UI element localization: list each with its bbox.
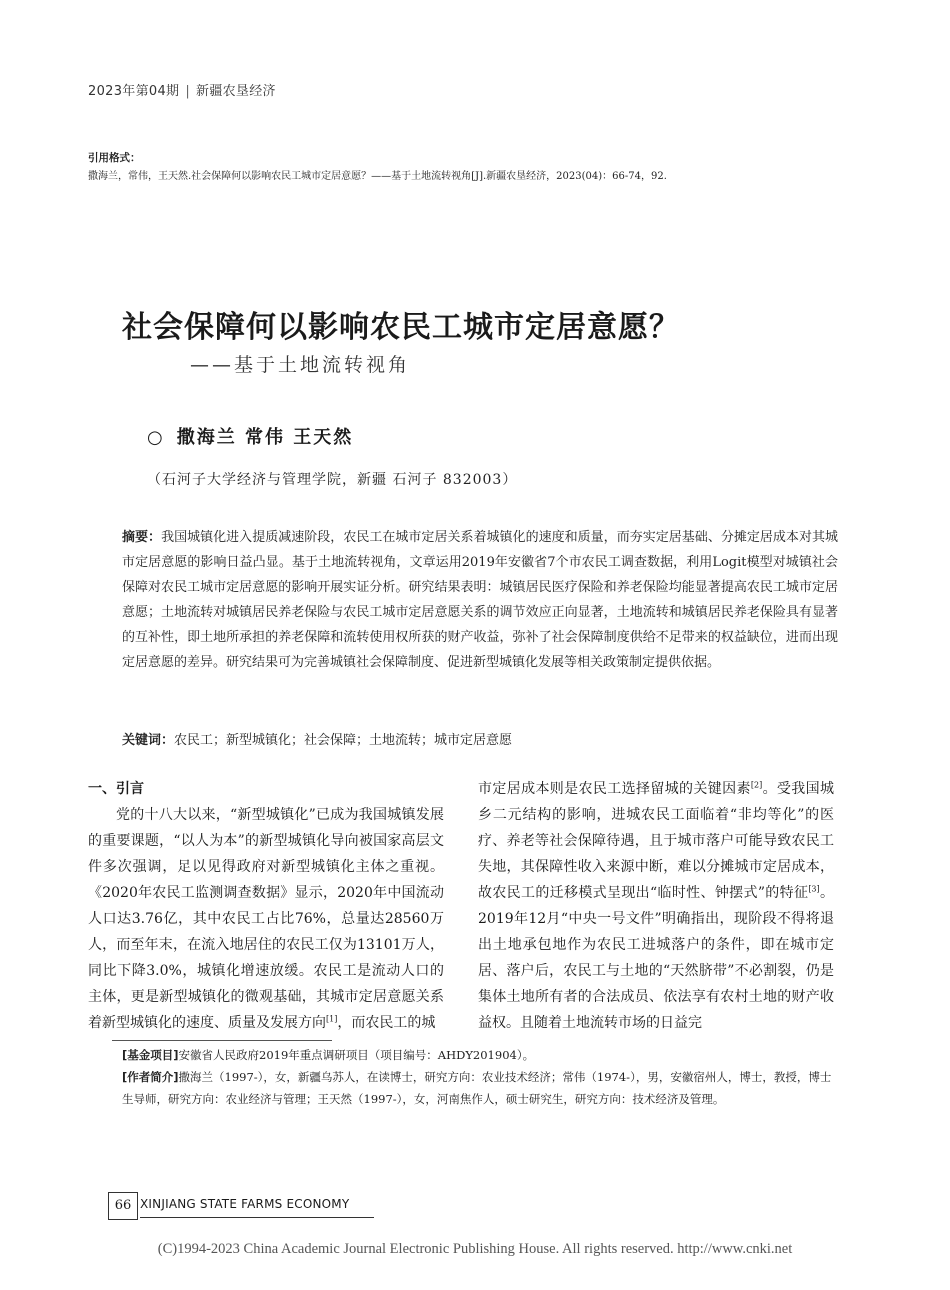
journal-english-name: XINJIANG STATE FARMS ECONOMY [140,1197,350,1211]
body-column-left [88,776,444,1036]
article-title: 社会保障何以影响农民工城市定居意愿？ [122,310,680,345]
citation-ref[interactable]: [1] [326,1014,338,1024]
abstract-label: 摘要： [122,530,162,545]
author-line [147,423,353,449]
footnotes [122,1044,842,1110]
body-column-right [478,776,834,1036]
journal-name: 新疆农垦经济 [196,84,276,99]
citation-text: 撒海兰，常伟，王天然.社会保障何以影响农民工城市定居意愿？——基于土地流转视角[J].新疆农垦经济，2023(04)：66-74，92. [88,171,667,182]
footer-rule [140,1217,374,1218]
author-footnote [122,1066,842,1110]
author-names: 撒海兰 常伟 王天然 [176,427,354,448]
abstract-text: 我国城镇化进入提质减速阶段，农民工在城市定居关系着城镇化的速度和质量，而夯实定居基础、分摊定居成本对其城市定居意愿的影响日益凸显。基于土地流转视角，文章运用2019年安徽省7个市农民工调查数据，利用Logit模型对城镇社会保障对农民工城市定居意愿的影响开展实证分析。研究结果表明：城镇居民医疗保险和养老保险均能显著提高农民工城市定居意愿；土地流转对城镇居民养老保险与农民工城市定居意愿关系的调节效应正向显著，土地流转和城镇居民养老保险具有显著的互补性，即土地所承担的养老保障和流转使用权所获的财产收益，弥补了社会保障制度供给不足带来的权益缺位，进而出现定居意愿的差异。研究结果可为完善城镇社会保障制度、促进新型城镇化发展等相关政策制定提供依据。 [122,530,838,670]
keywords [122,729,512,748]
issue-label: 2023年第04期 [88,84,180,99]
citation-ref[interactable]: [3] [808,884,820,894]
footnote-divider [112,1040,332,1041]
keywords-text: 农民工；新型城镇化；社会保障；土地流转；城市定居意愿 [174,733,513,748]
keywords-label: 关键词： [122,733,175,748]
page-number: 66 [108,1192,138,1220]
body-text: 。2019年12月“中央一号文件”明确指出，现阶段不得将退出土地承包地作为农民工进城落户的条件，即在城市定居、落户后，农民工与土地的“天然脐带”不必割裂，仍是集体土地所有者的合法成员、依法享有农村土地的财产收益权。且随着土地流转市场的日益完 [478,885,834,1031]
copyright-notice: (C)1994-2023 China Academic Journal Electronic Publishing House. All rights reserved. http://www.cnki.net [157,1241,793,1257]
affiliation: （石河子大学经济与管理学院，新疆 石河子 832003） [147,472,518,488]
body-paragraph [478,776,834,1036]
section-heading: 一、引言 [88,781,144,797]
citation-label: 引用格式： [88,152,141,164]
body-text: ，而农民工的城 [337,1015,436,1031]
fund-footnote [122,1044,842,1066]
author-info-label: [作者简介] [122,1070,179,1084]
fund-text: 安徽省人民政府2019年重点调研项目（项目编号：AHDY201904）。 [178,1048,535,1062]
body-paragraph [88,802,444,1036]
abstract [122,525,838,675]
fund-label: [基金项目] [122,1048,179,1062]
journal-header: 2023年第04期 | 新疆农垦经济 [88,84,276,99]
citation-ref[interactable]: [2] [750,780,763,790]
article-subtitle: ——基于土地流转视角 [190,354,411,376]
body-text: 党的十八大以来，“新型城镇化”已成为我国城镇发展的重要课题，“以人为本”的新型城镇化导向被国家高层文件多次强调，足以见得政府对新型城镇化主体之重视。《2020年农民工监测调查数据》显示，2020年中国流动人口达3.76亿，其中农民工占比76%，总量达28560万人，而至年末，在流入地居住的农民工仅为13101万人，同比下降3.0%，城镇化增速放缓。农民工是流动人口的主体，更是新型城镇化的微观基础，其城市定居意愿关系着新型城镇化的速度、质量及发展方向 [88,807,444,1031]
author-marker: ○ [147,427,165,448]
author-info-text: 撒海兰（1997-），女，新疆乌苏人，在读博士，研究方向：农业技术经济；常伟（1974-），男，安徽宿州人，博士，教授，博士生导师，研究方向：农业经济与管理；王天然（1997-），女，河南焦作人，硕士研究生，研究方向：技术经济及管理。 [122,1070,832,1106]
body-text: 市定居成本则是农民工选择留城的关键因素 [478,781,751,797]
body-text: 。受我国城乡二元结构的影响，进城农民工面临着“非均等化”的医疗、养老等社会保障待遇，且于城市落户可能导致农民工失地，其保障性收入来源中断，难以分摊城市定居成本，故农民工的迁移模式呈现出“临时性、钟摆式”的特征 [478,781,835,901]
